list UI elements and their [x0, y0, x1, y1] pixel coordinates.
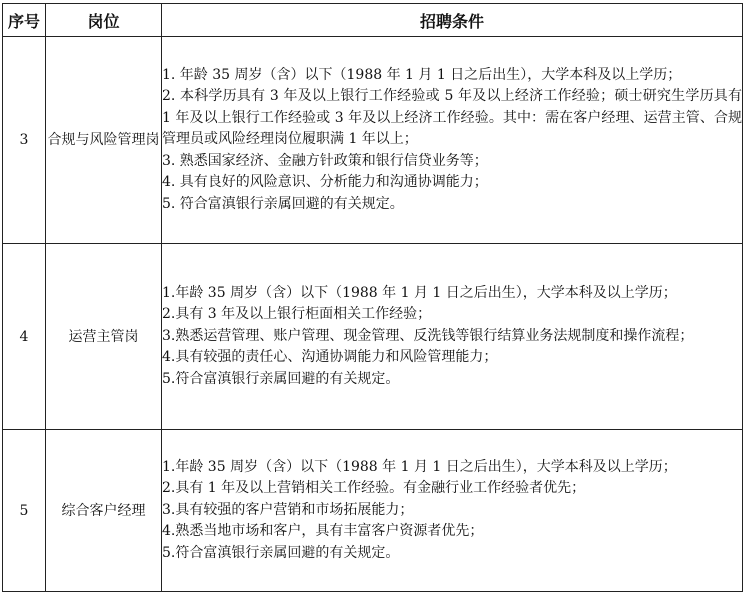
requirement-item: 3.具有较强的客户营销和市场拓展能力；	[162, 501, 414, 518]
requirements-cell	[162, 430, 743, 592]
row-number: 4	[3, 244, 46, 430]
header-no: 序号	[3, 4, 46, 37]
row-number: 5	[3, 430, 46, 592]
position-name: 综合客户经理	[46, 430, 162, 592]
table-row	[3, 430, 743, 592]
requirement-item: 2.具有 3 年及以上银行柜面相关工作经验；	[162, 306, 432, 323]
requirement-item: 5. 符合富滇银行亲属回避的有关规定。	[162, 195, 404, 212]
requirement-item: 4.熟悉当地市场和客户，具有丰富客户资源者优先；	[162, 523, 484, 540]
requirements-cell	[162, 37, 743, 244]
position-name: 运营主管岗	[46, 244, 162, 430]
requirement-item: 4.具有较强的责任心、沟通协调能力和风险管理能力；	[162, 349, 498, 366]
row-number: 3	[3, 37, 46, 244]
table-row	[3, 244, 743, 430]
requirement-item: 2. 本科学历具有 3 年及以上银行工作经验或 5 年及以上经济工作经验；硕士研究生学历具有 1 年及以上银行工作经验或 3 年及以上经济工作经验。其中：需在客户经理、运营主管、合规管理员或风险经理岗位履职满 1 年以上；	[162, 88, 742, 148]
header-row	[3, 4, 743, 37]
requirement-item: 5.符合富滇银行亲属回避的有关规定。	[162, 544, 400, 561]
requirement-item: 5.符合富滇银行亲属回避的有关规定。	[162, 370, 400, 387]
requirement-item: 3. 熟悉国家经济、金融方针政策和银行信贷业务等；	[162, 152, 488, 169]
requirement-item: 4. 具有良好的风险意识、分析能力和沟通协调能力；	[162, 174, 488, 191]
recruitment-table	[2, 3, 743, 592]
requirements-cell	[162, 244, 743, 430]
table-row	[3, 37, 743, 244]
requirement-item: 1.年龄 35 周岁（含）以下（1988 年 1 月 1 日之后出生），大学本科及以上学历；	[162, 458, 677, 475]
header-position: 岗位	[46, 4, 162, 37]
requirement-item: 1.年龄 35 周岁（含）以下（1988 年 1 月 1 日之后出生），大学本科及以上学历；	[162, 284, 677, 301]
header-requirements: 招聘条件	[162, 4, 743, 37]
position-name: 合规与风险管理岗	[46, 37, 162, 244]
requirement-item: 1. 年龄 35 周岁（含）以下（1988 年 1 月 1 日之后出生），大学本科及以上学历；	[162, 66, 682, 83]
requirement-item: 2.具有 1 年及以上营销相关工作经验。有金融行业工作经验者优先；	[162, 480, 586, 497]
requirement-item: 3.熟悉运营管理、账户管理、现金管理、反洗钱等银行结算业务法规制度和操作流程；	[162, 327, 694, 344]
